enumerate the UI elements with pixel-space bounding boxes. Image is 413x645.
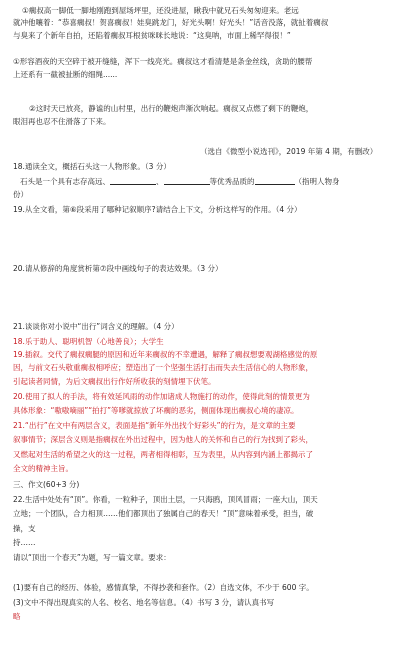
writing-prompt: 请以“顶出一个春天”为题，写一篇文章。要求： <box>13 553 171 562</box>
fill-text: 石头是一个具有志存高远、 <box>20 177 110 186</box>
answer-18: 18.乐于助人、聪明机智（心地善良）；大学生 <box>13 337 164 346</box>
section-heading: 三、作文(60+3 分) <box>13 480 80 489</box>
question-19: 19.从全文看，第⑥段采用了哪种记叙顺序?请结合上下文，分析这样写的作用。（4 分） <box>13 205 302 214</box>
writing-answer: 略 <box>13 612 21 621</box>
passage-line: ①形容酒夜的天空碎于被开缝缝，浑下一线亮光。瘸叔这才看清楚是条金丝线，贪助的腰帮 <box>13 57 313 66</box>
answer-blank[interactable] <box>255 176 295 185</box>
passage-line: 上还系有一截被扯断的细绳...... <box>13 70 118 79</box>
answer-blank[interactable] <box>164 176 210 185</box>
question-22-line: 操，支 <box>13 524 36 533</box>
answer-20-line: 具体形象：“嗷嗷嘀丽”“拍打”等嗲就掠放了坏瘸的恶劣，侧面体现出瘸叔心境的凄凉。 <box>13 406 299 415</box>
passage-line: ①瘸叔高一脚低一脚地刚跑到屋场坪里，还没进屋，瞅我中就兄石头匆匆迎来。老远 <box>22 6 299 15</box>
writing-requirement: (1)要有自己的经历、体验，感情真挚，不得抄袭和套作。（2）自选文体，不少于 600 字。 <box>13 583 314 592</box>
writing-requirement: (3)文中不得出现真实的人名、校名、地名等信息。（4）书写 3 分，请认真书写 <box>13 598 275 607</box>
question-21: 21.谈谈你对小说中“出行”词含义的理解。（4 分） <box>13 322 179 331</box>
fill-text: 等优秀品质的 <box>209 177 255 186</box>
passage-line: 与臭来了个新年自拍，还陷着瘸叔耳根贫咪咪长地说：“这臭呐，市面上稀罕得很！” <box>13 31 291 40</box>
fill-text: 、 <box>156 177 164 186</box>
passage-line: 眼泪再也忍不住滑落了下来。 <box>13 117 111 126</box>
question-22-line: 持…… <box>13 538 36 547</box>
passage-source: （选自《微型小说选刊》，2019 年第 4 期，有删改） <box>200 147 378 156</box>
passage-line: ②这时天已放亮，静谧的山村里，出行的鞭炮声渐次响起。瘸叔又点燃了剩下的鞭炮， <box>29 104 314 113</box>
fill-text: （指明人物身 <box>294 177 340 186</box>
answer-20-line: 20.使用了拟人的手法，将有效延风雨的动作加诸成人物施打的动作，使得此刻的情景更为 <box>13 392 310 401</box>
question-18: 18.通读全文，概括石头这一人物形象。（3 分） <box>13 162 171 171</box>
question-20: 20.请从修辞的角度赏析第⑦段中画线句子的表达效果。（3 分） <box>13 264 223 273</box>
passage-line: 就冲他嚷着：“恭喜瘸叔！贺喜瘸叔！娃臭跳龙门，好光头啊！好光头！”话音没落，就扯着瘸叔 <box>13 18 329 27</box>
question-22-line: 22.生活中处处有“顶”。你看，一粒种子，顶出土层，一只海鸥，顶风冒雨；一座大山，顶天 <box>13 495 318 504</box>
answer-19-line: 19.插叙。交代了瘸叔瘸腿的原因和近年来瘸叔的不幸遭遇，解释了瘸叔想要观湖格感觉的原 <box>13 350 318 359</box>
answer-21-line: 又燃起对生活的希望之火的这一过程，两者相得相彰，互为表里，从内容到内涵上都揭示了 <box>13 450 313 459</box>
answer-21-line: 叙事情节；深层含义则是指瘸叔在外出过程中，因为他人的关怀和自己的行为找到了彩头， <box>13 435 313 444</box>
answer-21-line: 21.“出行”在文中有两层含义，表面是指“新年外出找个好彩头”的行为，是文章的主要 <box>13 421 296 430</box>
question-18-fill <box>20 176 410 187</box>
answer-19-line: 引起读者同情，为后文瘸叔出行作好所收获的刻情埋下伏笔。 <box>13 377 216 386</box>
answer-blank[interactable] <box>110 176 156 185</box>
answer-21-line: 全文的精神主旨。 <box>13 464 73 473</box>
answer-19-line: 因，与前文石头敬重瘸叔相呼应；塑造出了一个坚强生活打击而失去生活信心的人物形象， <box>13 363 313 372</box>
question-18-fill-end: 份） <box>13 190 28 199</box>
question-22-line: 立地；一个团队，合力相顶……他们都顶出了独属自己的春天！“顶”意味着承受，担当，破 <box>13 509 314 518</box>
